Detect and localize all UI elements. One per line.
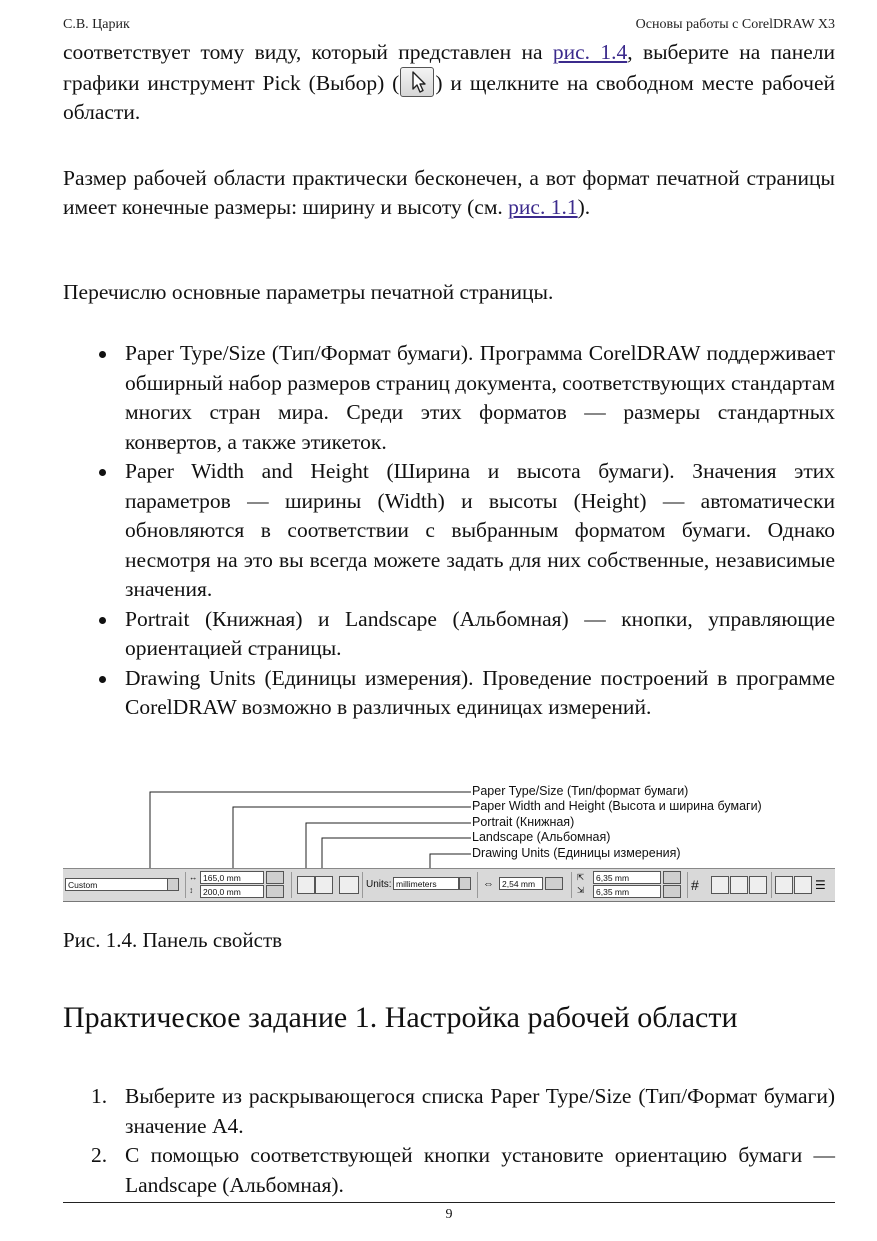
chevron-down-icon[interactable]: [459, 877, 471, 890]
list-item: [63, 1082, 835, 1141]
callout-paper-type: Paper Type/Size (Тип/формат бумаги): [472, 784, 689, 798]
list-item: [63, 605, 835, 664]
header-author: С.В. Царик: [63, 17, 130, 32]
callout-landscape: Landscape (Альбомная): [472, 830, 611, 844]
dup-y-spinner[interactable]: [663, 885, 681, 898]
width-icon: ↔: [189, 872, 198, 882]
callout-lines: [63, 778, 835, 878]
parameter-list: [63, 339, 835, 723]
link-fig-1-4[interactable]: рис. 1.4: [552, 40, 628, 64]
options-icon[interactable]: [775, 876, 793, 894]
bullet-icon: [99, 351, 106, 358]
grid-icon[interactable]: #: [691, 877, 699, 893]
list-item-text: Paper Width and Height (Ширина и высота бумаги). Значения этих параметров — ширины (Width) и высоты (Height) — автоматически обновляются в соответствии с выбранным форматом бумаги. Однако несмотря на это вы всегда можете задать для них собственные, независимые значения.: [125, 459, 835, 601]
snap-grid-icon[interactable]: [711, 876, 729, 894]
paragraph-intro-2: [63, 164, 835, 222]
callout-paper-size: Paper Width and Height (Высота и ширина бумаги): [472, 799, 762, 813]
property-bar-figure: [63, 778, 835, 904]
paragraph-intro-3: Перечислю основные параметры печатной страницы.: [63, 280, 554, 304]
callout-units: Drawing Units (Единицы измерения): [472, 846, 681, 860]
header-book-title: Основы работы с CorelDRAW X3: [635, 17, 835, 32]
text-span: ).: [577, 195, 591, 219]
list-item-text: Drawing Units (Единицы измерения). Проведение построений в программе CorelDRAW возможно в различных единицах измерений.: [125, 665, 835, 719]
steps-list: [63, 1082, 835, 1200]
duplicate-x-icon: ⇱: [577, 872, 585, 882]
chevron-down-icon[interactable]: [167, 878, 179, 891]
callout-portrait: Portrait (Книжная): [472, 815, 575, 829]
document-page: [63, 0, 835, 1241]
list-item-text: С помощью соответствующей кнопки установите ориентацию бумаги — Landscape (Альбомная).: [125, 1143, 835, 1197]
list-item-text: Portrait (Книжная) и Landscape (Альбомная) — кнопки, управляющие ориентацией страницы.: [125, 606, 835, 660]
all-pages-icon[interactable]: [339, 876, 359, 894]
duplicate-y-icon: ⇲: [577, 885, 585, 895]
dup-x-spinner[interactable]: [663, 871, 681, 884]
list-item: [63, 1141, 835, 1200]
nudge-icon: ⇔: [483, 878, 494, 890]
landscape-icon[interactable]: [315, 876, 333, 894]
paper-type-select[interactable]: Custom: [65, 878, 169, 891]
list-item: [63, 339, 835, 457]
paragraph-intro-1: [63, 38, 835, 127]
step-number: 2.: [91, 1143, 108, 1167]
nudge-spinner[interactable]: [545, 877, 563, 890]
text-span: соответствует тому виду, который представлен на: [63, 40, 553, 64]
list-item: [63, 457, 835, 605]
snap-objects-icon[interactable]: [749, 876, 767, 894]
text-span: ) и щелкните на свободном месте рабочей области.: [63, 71, 835, 124]
units-label: Units:: [366, 879, 392, 890]
list-item: [63, 664, 835, 723]
bullet-icon: [99, 469, 106, 476]
text-span: Размер рабочей области практически бесконечен, а вот формат печатной страницы имеет конечные размеры: ширину и высоту (см.: [63, 166, 835, 219]
paper-width-input[interactable]: 165,0 mm: [200, 871, 264, 884]
treat-as-filled-icon[interactable]: [794, 876, 812, 894]
duplicate-x-input[interactable]: 6,35 mm: [593, 871, 661, 884]
width-spinner[interactable]: [266, 871, 284, 884]
list-item-text: Paper Type/Size (Тип/Формат бумаги). Программа CorelDRAW поддерживает обширный набор размеров страниц документа, соответствующих стандартам многих стран мира. Среди этих форматов — размеры стандартных конвертов, а также этикеток.: [125, 341, 835, 454]
paper-height-input[interactable]: 200,0 mm: [200, 885, 264, 898]
step-number: 1.: [91, 1084, 108, 1108]
align-icon[interactable]: ☰: [815, 878, 826, 892]
section-title: Практическое задание 1. Настройка рабочей области: [63, 1001, 738, 1034]
page-number: 9: [445, 1207, 453, 1222]
pick-tool-icon: [400, 67, 434, 97]
height-icon: ↕: [189, 885, 194, 895]
units-select[interactable]: millimeters: [393, 877, 459, 890]
figure-caption: Рис. 1.4. Панель свойств: [63, 928, 283, 952]
link-fig-1-1[interactable]: рис. 1.1: [508, 195, 578, 219]
property-bar: [63, 868, 835, 902]
nudge-input[interactable]: 2,54 mm: [499, 877, 543, 890]
height-spinner[interactable]: [266, 885, 284, 898]
portrait-icon[interactable]: [297, 876, 315, 894]
duplicate-y-input[interactable]: 6,35 mm: [593, 885, 661, 898]
text-span: , выберите на панели графики инструмент Pick (Выбор) (: [63, 40, 835, 95]
footer-rule: [63, 1202, 835, 1203]
bullet-icon: [99, 676, 106, 683]
list-item-text: Выберите из раскрывающегося списка Paper Type/Size (Тип/Формат бумаги) значение A4.: [125, 1084, 835, 1138]
snap-guides-icon[interactable]: [730, 876, 748, 894]
bullet-icon: [99, 617, 106, 624]
